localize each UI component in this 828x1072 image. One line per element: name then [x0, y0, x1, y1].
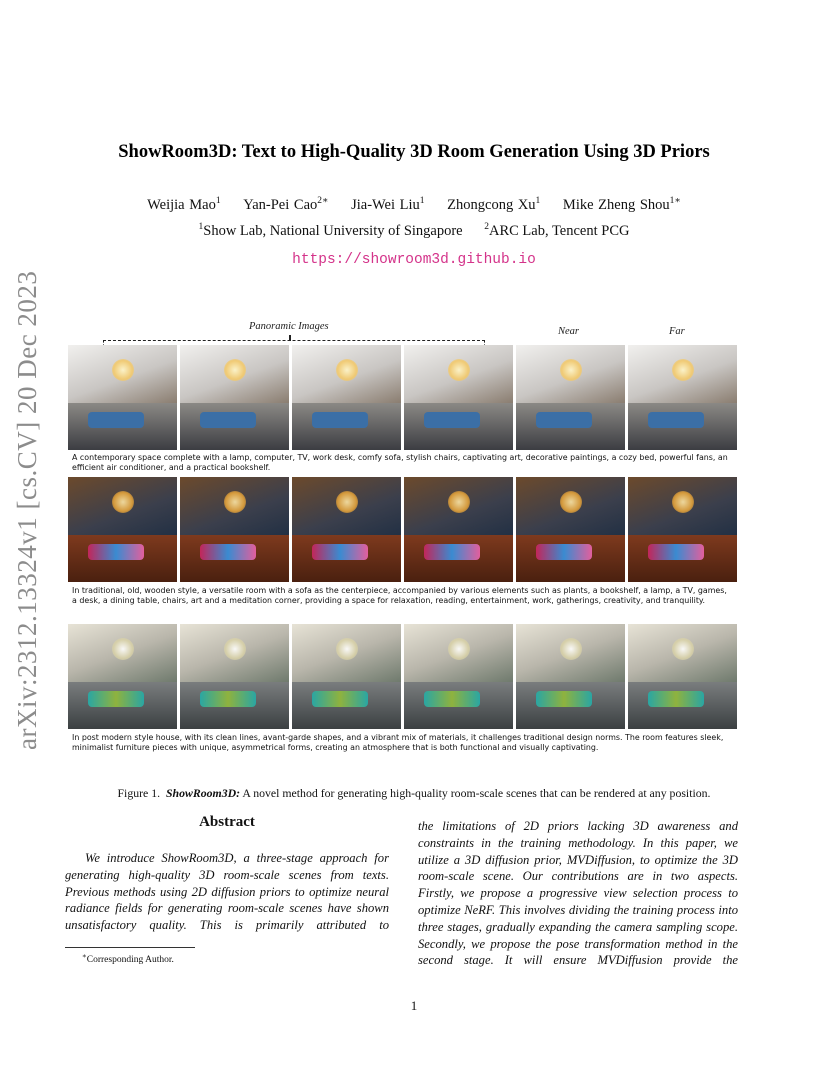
project-url-link[interactable]: https://showroom3d.github.io [292, 252, 536, 268]
abstract-right-column: the limitations of 2D priors lacking 3D awareness and constraints in the training methodology. In this paper, we utilize a 3D diffusion prior, MVDiffusion, to optimize the 3D room-scale scene. Our contributions are in two aspects. Firstly, we propose a progressive view selection process to optimize NeRF. This involves dividing the training process into three stages, gradually expanding the camera sampling scope. Secondly, we propose the pose transformation method in the second stage. It will ensure MVDiffusion provide the [418, 819, 738, 968]
figure-row-postmodern [68, 624, 737, 729]
room-image-near [516, 477, 625, 582]
panoramic-bracket-tick [289, 335, 291, 341]
room-image [404, 624, 513, 729]
author: Jia-Wei Liu$^1$ [351, 196, 425, 213]
panoramic-images-label: Panoramic Images [249, 321, 329, 332]
room-image-far [628, 345, 737, 450]
affiliation-list [0, 222, 828, 240]
figure-row-caption: In post modern style house, with its clean lines, avant-garde shapes, and a vibrant mix of materials, it challenges traditional design norms. The room features sleek, minimalist furniture pieces with unique, asymmetrical forms, creating an atmosphere that is both functional and visually captivating. [68, 732, 737, 753]
room-image-far [628, 477, 737, 582]
figure-row-wooden [68, 477, 737, 582]
room-image [68, 624, 177, 729]
affiliation: $^1$Show Lab, National University of Singapore [198, 222, 463, 239]
paper-title: ShowRoom3D: Text to High-Quality 3D Room Generation Using 3D Priors [118, 142, 710, 162]
abstract-heading: Abstract [199, 814, 255, 830]
abstract-left-column: We introduce ShowRoom3D, a three-stage approach for generating high-quality 3D room-scale scenes from texts. Previous methods using 2D diffusion priors to optimize neural radiance fields for generating room-scale scenes have shown unsatisfactory quality. This is primarily attributed to [65, 851, 389, 933]
author: Weijia Mao$^1$ [147, 196, 221, 213]
affiliation: $^2$ARC Lab, Tencent PCG [484, 222, 630, 239]
room-image [404, 477, 513, 582]
room-image [68, 477, 177, 582]
room-image-near [516, 345, 625, 450]
page-number: 1 [410, 998, 418, 1013]
author: Zhongcong Xu$^1$ [447, 196, 541, 213]
footnote-rule [65, 947, 195, 948]
arxiv-side-stamp: arXiv:2312.13324v1 [cs.CV] 20 Dec 2023 [12, 270, 42, 750]
room-image [292, 345, 401, 450]
author: Mike Zheng Shou$^{1∗}$ [562, 196, 681, 213]
room-image [68, 345, 177, 450]
room-image-near [516, 624, 625, 729]
room-image-far [628, 624, 737, 729]
figure-caption: Figure 1. ShowRoom3D: A novel method for generating high-quality room-scale scenes that can be rendered at any position. [117, 786, 711, 800]
figure-row-caption: A contemporary space complete with a lamp, computer, TV, work desk, comfy sofa, stylish chairs, captivating art, decorative paintings, a cozy bed, powerful fans, an efficient air conditioner, and a practical bookshelf. [68, 452, 737, 473]
room-image [180, 624, 289, 729]
room-image [292, 624, 401, 729]
near-label: Near [558, 326, 579, 337]
author: Yan-Pei Cao$^{2∗}$ [243, 196, 329, 213]
room-image [180, 345, 289, 450]
room-image [180, 477, 289, 582]
figure-row-caption: In traditional, old, wooden style, a versatile room with a sofa as the centerpiece, accompanied by various elements such as plants, a bookshelf, a lamp, a TV, games, a desk, a dining table, chairs, art and a meditation corner, providing a space for relaxation, reading, entertainment, work, gatherings, creativity, and tranquility. [68, 585, 737, 606]
figure-row-modern [68, 345, 737, 450]
footnote: ∗Corresponding Author. [82, 952, 174, 966]
author-list [0, 195, 828, 214]
far-label: Far [669, 326, 685, 337]
room-image [292, 477, 401, 582]
room-image [404, 345, 513, 450]
